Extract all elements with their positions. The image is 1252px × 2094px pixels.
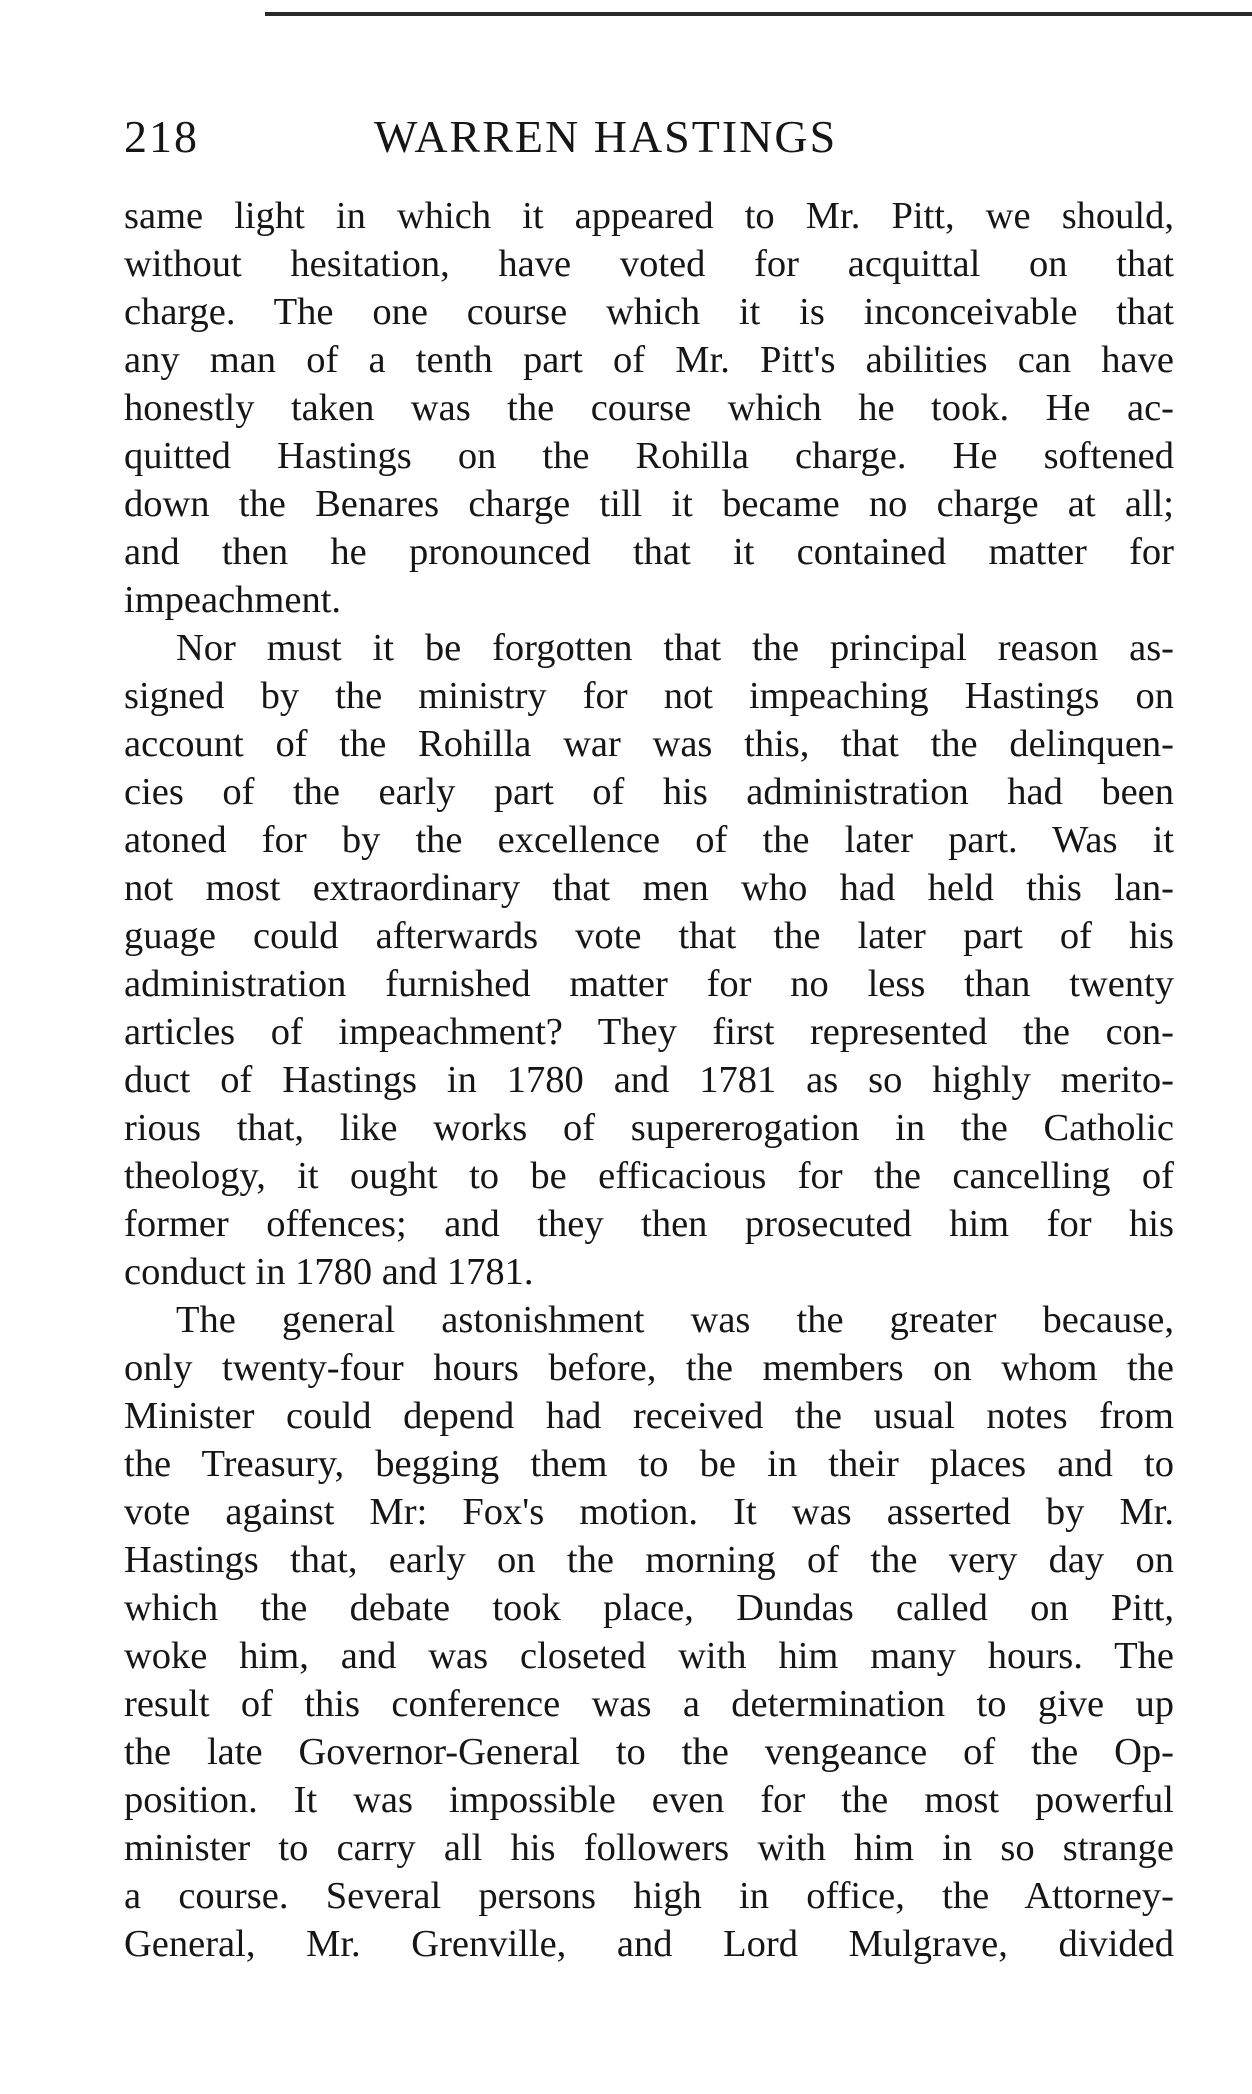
body-text xyxy=(124,192,1174,1968)
text-line: Nor must it be forgotten that the principal reason as- xyxy=(176,627,1174,669)
paragraph xyxy=(124,624,1174,1296)
text-line: duct of Hastings in 1780 and 1781 as so highly merito- xyxy=(124,1059,1174,1101)
text-line: and then he pronounced that it contained matter for xyxy=(124,531,1174,573)
text-line: atoned for by the excellence of the later part. Was it xyxy=(124,819,1174,861)
text-line: cies of the early part of his administration had been xyxy=(124,771,1174,813)
text-line: quitted Hastings on the Rohilla charge. He softened xyxy=(124,435,1174,477)
text-line: articles of impeachment? They first represented the con- xyxy=(124,1011,1174,1053)
text-line: account of the Rohilla war was this, that the delinquen- xyxy=(124,723,1174,765)
text-line: which the debate took place, Dundas called on Pitt, xyxy=(124,1587,1174,1629)
text-line: any man of a tenth part of Mr. Pitt's abilities can have xyxy=(124,339,1174,381)
running-title: WARREN HASTINGS xyxy=(374,111,838,162)
text-line: Minister could depend had received the usual notes from xyxy=(124,1395,1174,1437)
text-line: result of this conference was a determination to give up xyxy=(124,1683,1174,1725)
text-line: a course. Several persons high in office, the Attorney- xyxy=(124,1875,1174,1917)
text-line: General, Mr. Grenville, and Lord Mulgrave, divided xyxy=(124,1923,1174,1965)
text-line: rious that, like works of supererogation in the Catholic xyxy=(124,1107,1174,1149)
text-line: The general astonishment was the greater because, xyxy=(176,1299,1174,1341)
text-line: the late Governor-General to the vengeance of the Op- xyxy=(124,1731,1174,1773)
text-line: charge. The one course which it is inconceivable that xyxy=(124,291,1174,333)
text-line: honestly taken was the course which he took. He ac- xyxy=(124,387,1174,429)
text-line: conduct in 1780 and 1781. xyxy=(124,1251,534,1293)
text-line: woke him, and was closeted with him many hours. The xyxy=(124,1635,1174,1677)
text-line: minister to carry all his followers with him in so strange xyxy=(124,1827,1174,1869)
page-header xyxy=(124,110,1174,170)
text-line: vote against Mr: Fox's motion. It was asserted by Mr. xyxy=(124,1491,1174,1533)
paragraph xyxy=(124,1296,1174,1968)
text-line: only twenty-four hours before, the members on whom the xyxy=(124,1347,1174,1389)
text-line: guage could afterwards vote that the later part of his xyxy=(124,915,1174,957)
text-line: Hastings that, early on the morning of the very day on xyxy=(124,1539,1174,1581)
text-line: position. It was impossible even for the most powerful xyxy=(124,1779,1174,1821)
text-line: impeachment. xyxy=(124,579,342,621)
page-number: 218 xyxy=(124,111,199,162)
text-line: former offences; and they then prosecuted him for his xyxy=(124,1203,1174,1245)
text-line: signed by the ministry for not impeaching Hastings on xyxy=(124,675,1174,717)
top-rule xyxy=(265,12,1252,16)
text-line: theology, it ought to be efficacious for the cancelling of xyxy=(124,1155,1174,1197)
text-line: not most extraordinary that men who had held this lan- xyxy=(124,867,1174,909)
text-line: down the Benares charge till it became no charge at all; xyxy=(124,483,1174,525)
text-line: the Treasury, begging them to be in their places and to xyxy=(124,1443,1174,1485)
text-line: same light in which it appeared to Mr. Pitt, we should, xyxy=(124,195,1174,237)
text-line: without hesitation, have voted for acquittal on that xyxy=(124,243,1174,285)
paragraph xyxy=(124,192,1174,624)
text-line: administration furnished matter for no less than twenty xyxy=(124,963,1174,1005)
